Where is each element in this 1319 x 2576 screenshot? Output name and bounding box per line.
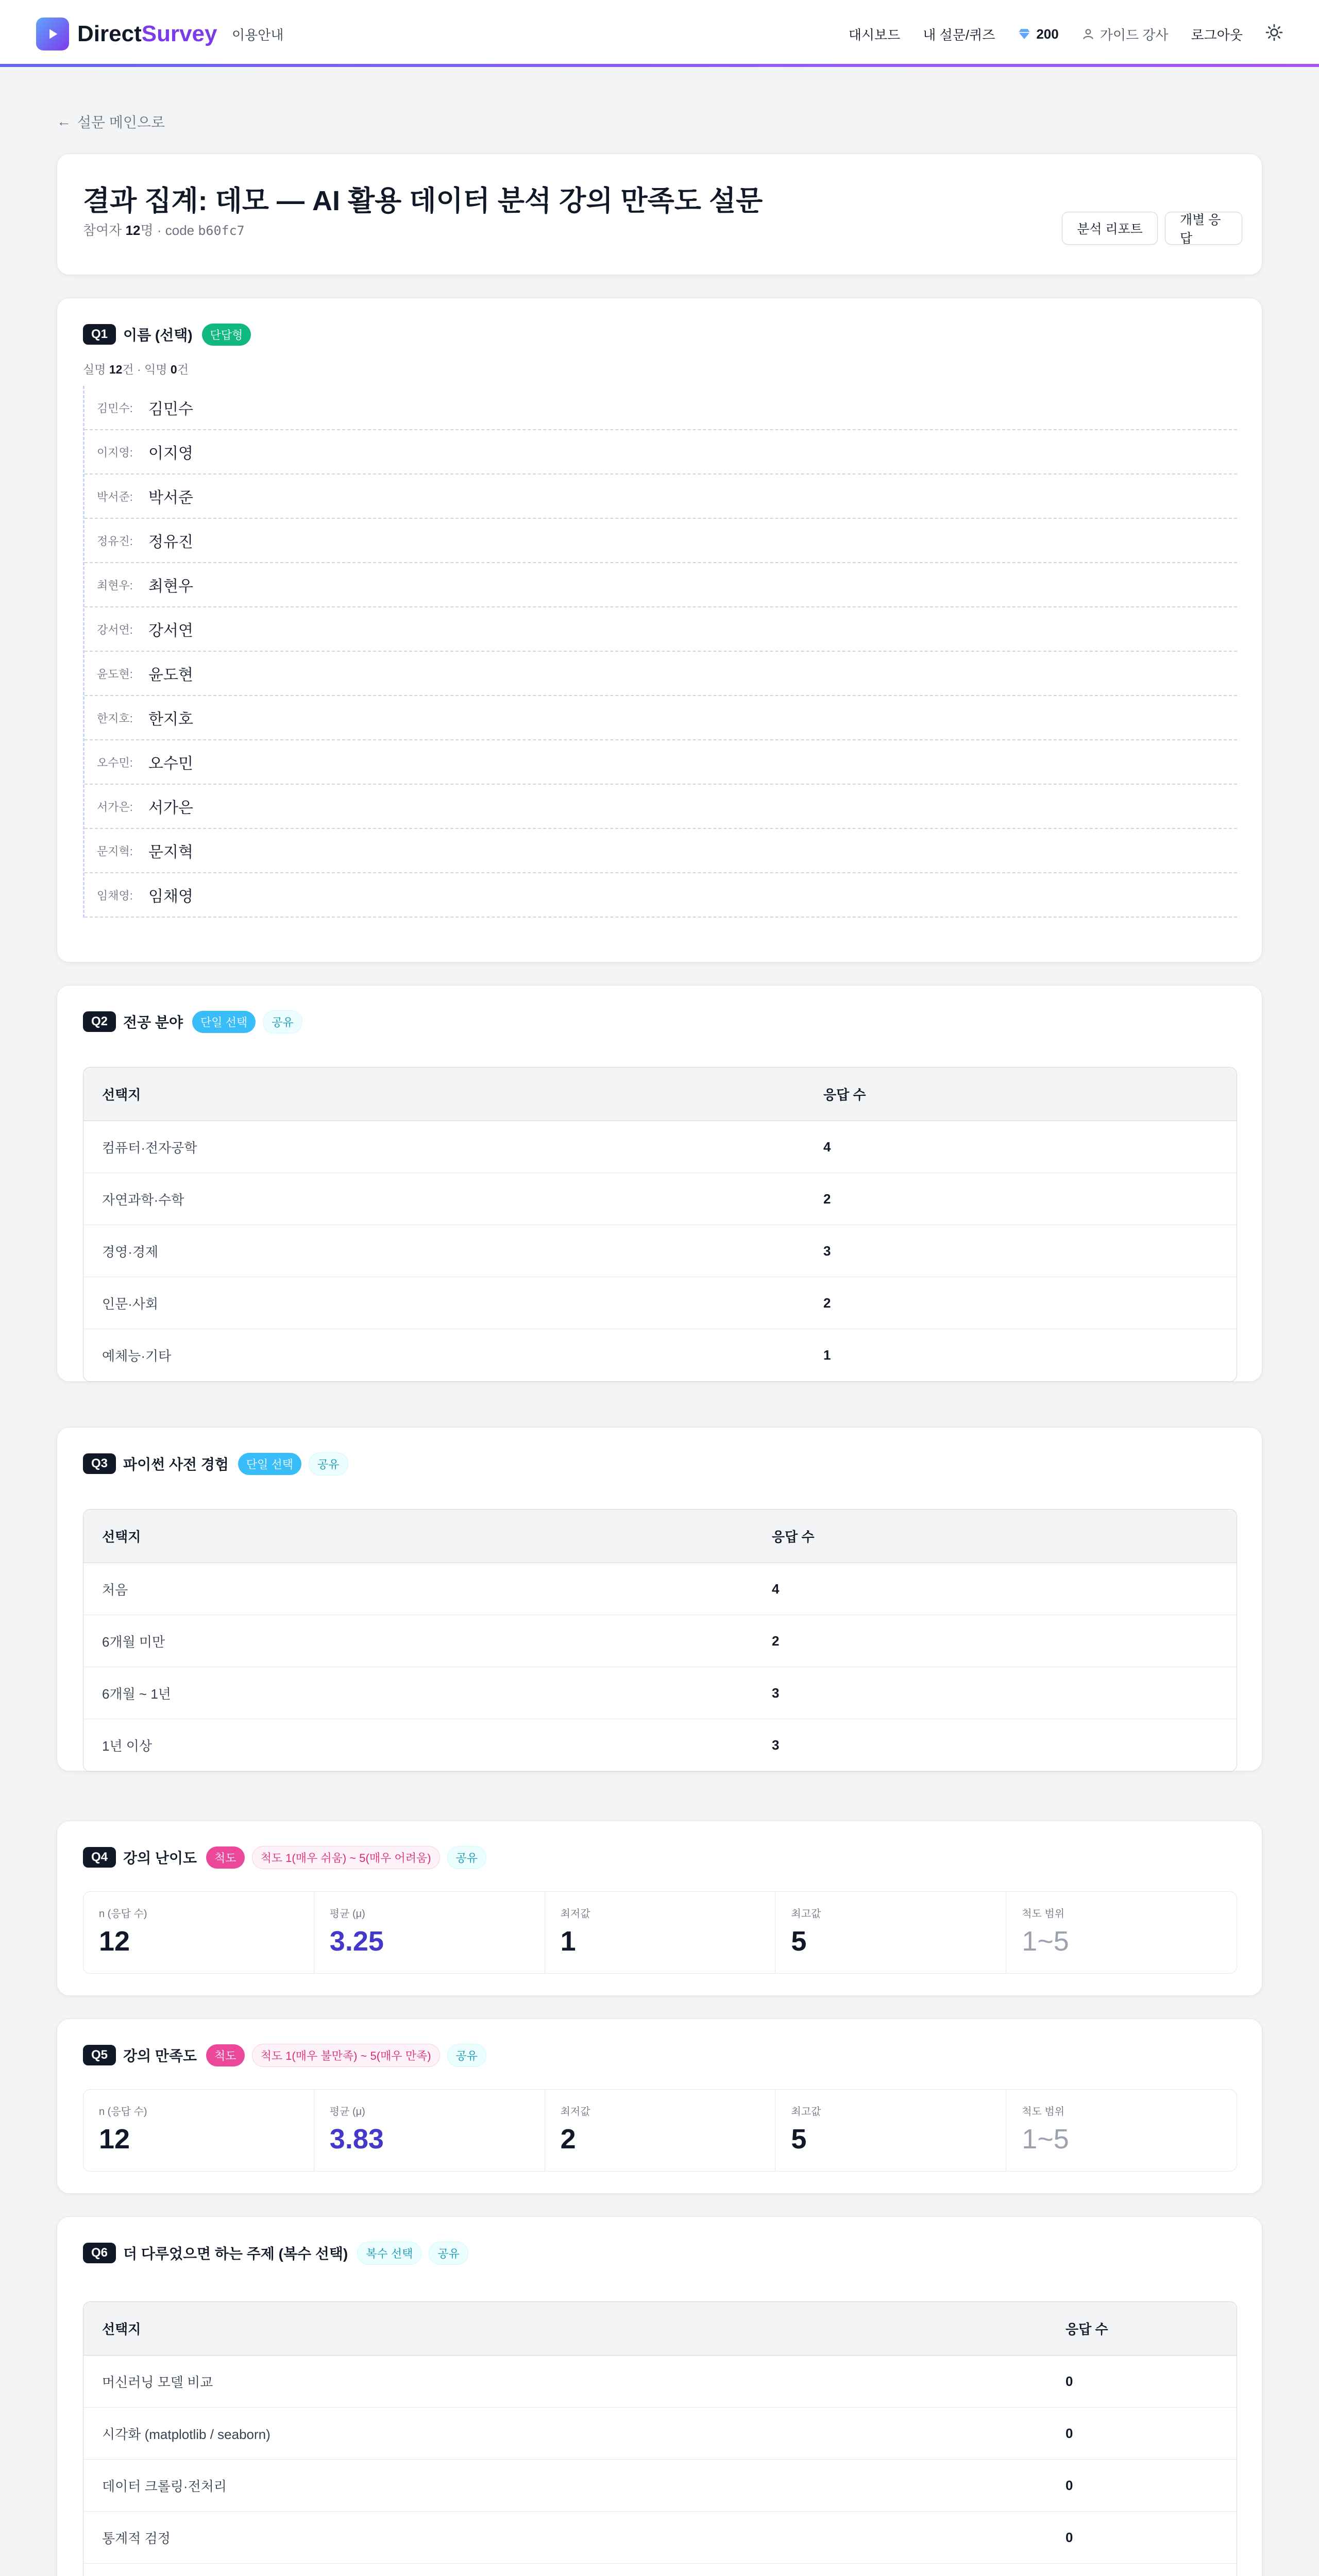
response-stats: 실명 12건 · 익명 0건 [83, 363, 189, 376]
response-item [84, 873, 1237, 918]
choice-label: 머신러닝 모델 비교 [83, 2355, 1047, 2408]
question-title: 전공 분야 [123, 1014, 183, 1030]
column-header-choice: 선택지 [83, 1067, 805, 1121]
question-number: Q5 [83, 2045, 116, 2065]
column-header-count: 응답 수 [753, 1510, 1237, 1563]
question-card-q1 [57, 298, 1262, 962]
response-text: 김민수 [148, 401, 193, 418]
response-text: 서가은 [148, 800, 193, 817]
choice-count: 3 [753, 1667, 1237, 1719]
choice-count: 2 [805, 1173, 1237, 1225]
respondent-name: 문지혁: [97, 844, 133, 858]
scale-badge: 척도 1(매우 불만족) ~ 5(매우 만족) [252, 2044, 440, 2067]
choice-table [83, 1509, 1237, 1772]
choice-count: 3 [805, 1225, 1237, 1277]
question-card-q5 [57, 2019, 1262, 2194]
choice-label: 컴퓨터·전자공학 [83, 1121, 805, 1173]
question-type-badge: 척도 [206, 2044, 245, 2066]
arrow-left-icon: ← [57, 113, 71, 129]
choice-label: 경영·경제 [83, 1225, 805, 1277]
question-title: 강의 난이도 [123, 1850, 197, 1866]
table-row [83, 2564, 1237, 2576]
column-header-count: 응답 수 [1047, 2302, 1237, 2355]
choice-label: 1년 이상 [102, 1738, 153, 1754]
response-item [84, 652, 1237, 696]
respondent-name: 서가은: [97, 800, 133, 814]
question-number: Q4 [83, 1847, 116, 1868]
table-row [83, 2355, 1237, 2408]
nav-right [849, 18, 1283, 50]
table-row [83, 1615, 1237, 1667]
stat-range: 척도 범위 1~5 [1022, 1908, 1069, 1957]
scale-stats [83, 2089, 1237, 2172]
share-badge[interactable]: 공유 [447, 1846, 487, 1869]
response-list [83, 386, 1237, 918]
choice-label: 처음 [83, 1563, 753, 1615]
response-item [84, 430, 1237, 474]
stat-min: 최저값 2 [545, 2090, 776, 2171]
respondent-name: 임채영: [97, 889, 133, 902]
table-row [83, 2460, 1237, 2512]
brand-name: DirectSurvey [77, 21, 217, 46]
nav-guide-link[interactable]: 이용안내 [232, 27, 284, 43]
choice-label: 통계적 검정 [83, 2512, 1047, 2564]
choice-label: 6개월 미만 [83, 1615, 753, 1667]
question-card-q2 [57, 985, 1262, 1382]
response-item [84, 386, 1237, 430]
question-number: Q2 [83, 1011, 116, 1032]
response-text: 임채영 [148, 888, 193, 905]
question-card-q3 [57, 1427, 1262, 1771]
choice-count: 0 [1047, 2512, 1237, 2564]
question-header [83, 2044, 486, 2066]
response-item [84, 474, 1237, 519]
user-menu[interactable]: 가이드 강사 [1081, 25, 1169, 44]
table-row [83, 1173, 1237, 1225]
column-header-choice: 선택지 [83, 2302, 1047, 2355]
column-header-choice: 선택지 [83, 1510, 753, 1563]
response-item [84, 829, 1237, 873]
question-number: Q3 [83, 1453, 116, 1474]
table-row [83, 1225, 1237, 1277]
table-row [83, 1329, 1237, 1381]
play-icon [36, 18, 69, 50]
question-number: Q6 [83, 2243, 116, 2263]
stat-max: 최고값 5 [775, 2090, 1006, 2171]
individual-responses-button[interactable]: 개별 응답 [1165, 212, 1242, 245]
choice-label: 인문·사회 [83, 1277, 805, 1329]
stat-min: 최저값 1 [545, 1892, 776, 1973]
points-badge[interactable]: 200 [1018, 26, 1058, 42]
question-title: 더 다루었으면 하는 주제 (복수 선택) [123, 2246, 348, 2262]
response-item [84, 696, 1237, 740]
table-row [83, 2408, 1237, 2460]
respondent-name: 한지호: [97, 711, 133, 725]
scale-badge: 척도 1(매우 쉬움) ~ 5(매우 어려움) [252, 1846, 440, 1869]
response-item [84, 607, 1237, 652]
choice-label: 예체능·기타 [102, 1348, 172, 1364]
analysis-report-button[interactable]: 분석 리포트 [1062, 212, 1158, 245]
share-badge[interactable]: 공유 [447, 2044, 487, 2067]
question-number: Q1 [83, 324, 116, 345]
choice-table [83, 1067, 1237, 1382]
respondent-name: 정유진: [97, 534, 133, 548]
header-gradient-line [0, 64, 1319, 67]
choice-table [83, 2301, 1237, 2576]
question-type-badge: 단답형 [202, 324, 251, 346]
table-row [83, 1563, 1237, 1615]
respondent-name: 강서연: [97, 623, 133, 636]
respondent-name: 김민수: [97, 401, 133, 415]
choice-label: 자연과학·수학 [83, 1173, 805, 1225]
user-icon [1081, 27, 1095, 41]
response-item [84, 563, 1237, 607]
choice-label: 시각화 (matplotlib / seaborn) [83, 2408, 1047, 2460]
share-badge[interactable]: 공유 [263, 1010, 302, 1033]
stat-range: 척도 범위 1~5 [1022, 2106, 1069, 2155]
response-item [84, 785, 1237, 829]
table-row [83, 1121, 1237, 1173]
question-header [83, 1846, 486, 1869]
choice-label: 데이터 크롤링·전처리 [83, 2460, 1047, 2512]
choice-count [1047, 2564, 1237, 2576]
stat-n: n (응답 수) 12 [83, 2090, 314, 2171]
respondent-name: 이지영: [97, 446, 133, 459]
response-text: 최현우 [148, 578, 193, 595]
table-row [83, 1277, 1237, 1329]
response-item [84, 519, 1237, 563]
table-row [83, 1719, 1237, 1771]
question-header [83, 1452, 348, 1475]
page-title: 결과 집계: 데모 — AI 활용 데이터 분석 강의 만족도 설문 [83, 185, 763, 216]
scale-stats [83, 1891, 1237, 1974]
diamond-icon [1018, 27, 1031, 41]
question-card-q6 [57, 2216, 1262, 2576]
choice-count: 0 [1047, 2408, 1237, 2460]
response-text: 한지호 [148, 711, 193, 728]
question-title: 이름 (선택) [123, 327, 193, 343]
stat-mean: 평균 (μ) 3.25 [314, 1892, 545, 1973]
response-text: 이지영 [148, 445, 193, 462]
question-title: 파이썬 사전 경험 [123, 1456, 229, 1472]
question-type-badge: 단일 선택 [238, 1453, 301, 1475]
response-text: 오수민 [148, 755, 193, 772]
question-type-badge: 척도 [206, 1846, 245, 1869]
choice-count: 1 [823, 1347, 831, 1363]
share-badge[interactable]: 공유 [429, 2242, 468, 2265]
table-row [83, 2512, 1237, 2564]
question-header [83, 1010, 302, 1033]
question-type-badge: 복수 선택 [357, 2242, 421, 2265]
choice-count: 0 [1047, 2355, 1237, 2408]
response-item [84, 740, 1237, 785]
question-header [83, 2242, 468, 2264]
choice-count: 4 [805, 1121, 1237, 1173]
back-link[interactable]: ← 설문 메인으로 [57, 113, 165, 130]
response-text: 강서연 [148, 622, 193, 639]
question-card-q4 [57, 1821, 1262, 1996]
choice-label: 6개월 ~ 1년 [83, 1667, 753, 1719]
nav-my-surveys-link[interactable]: 내 설문/퀴즈 [923, 27, 995, 43]
question-title: 강의 만족도 [123, 2048, 197, 2064]
logout-link[interactable]: 로그아웃 [1191, 27, 1243, 43]
choice-count: 3 [772, 1737, 780, 1753]
response-text: 윤도현 [148, 667, 193, 684]
respondent-name: 윤도현: [97, 667, 133, 681]
choice-count: 2 [805, 1277, 1237, 1329]
brand-logo-link[interactable] [36, 18, 217, 50]
choice-label [83, 2564, 1047, 2576]
response-text: 박서준 [148, 489, 193, 506]
question-header [83, 323, 251, 346]
nav-dashboard-link[interactable]: 대시보드 [848, 27, 901, 43]
response-text: 정유진 [148, 534, 193, 551]
choice-count: 0 [1047, 2460, 1237, 2512]
summary-card [57, 154, 1262, 275]
respondent-name: 최현우: [97, 579, 133, 592]
theme-toggle-sun-icon[interactable] [1265, 24, 1283, 45]
question-type-badge: 단일 선택 [192, 1011, 256, 1033]
column-header-count: 응답 수 [805, 1067, 1237, 1121]
participants-info: 참여자 12명 · code b60fc7 [83, 223, 245, 238]
respondent-name: 박서준: [97, 490, 133, 503]
stat-n: n (응답 수) 12 [83, 1892, 314, 1973]
share-badge[interactable]: 공유 [309, 1452, 348, 1476]
response-text: 문지혁 [148, 844, 193, 861]
stat-mean: 평균 (μ) 3.83 [314, 2090, 545, 2171]
stat-max: 최고값 5 [775, 1892, 1006, 1973]
respondent-name: 오수민: [97, 756, 133, 769]
choice-count: 2 [753, 1615, 1237, 1667]
choice-count: 4 [753, 1563, 1237, 1615]
top-navbar [0, 0, 1319, 67]
table-row [83, 1667, 1237, 1719]
